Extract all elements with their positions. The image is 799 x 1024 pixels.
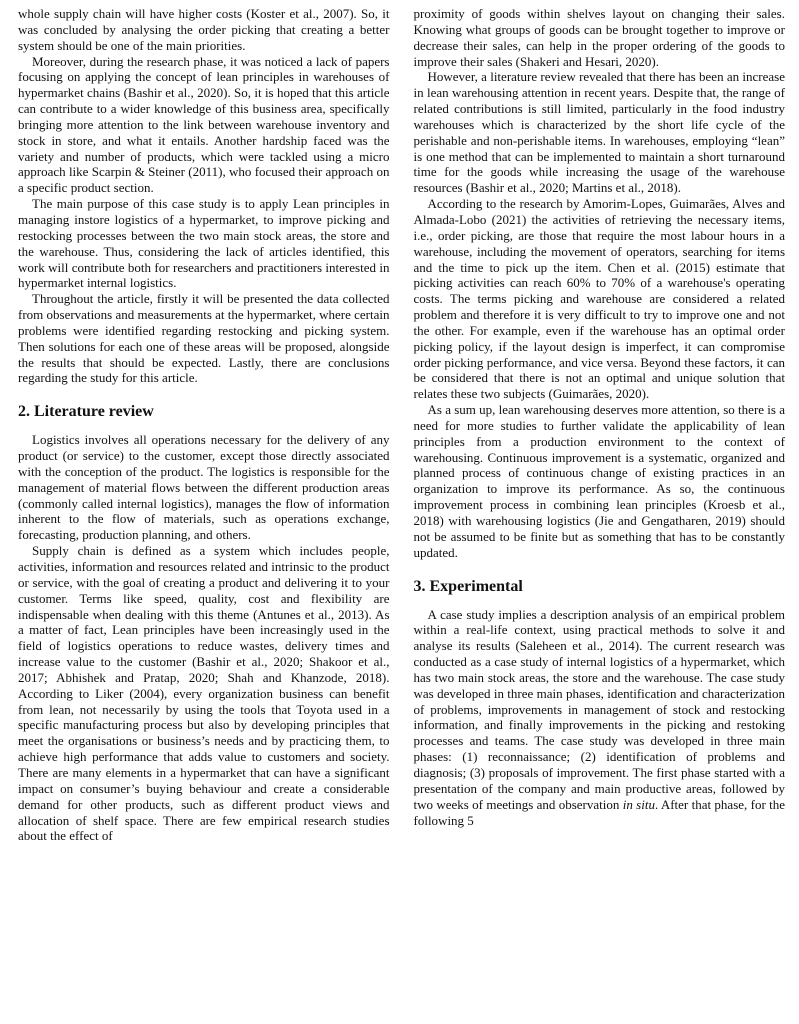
paragraph-text: . After that phase, for the following 5 [413, 796, 785, 828]
right-column [414, 6, 786, 1024]
paragraph: However, a literature review revealed that there has been an increase in lean warehousing attention in recent years. Despite that, the range of related contributions is still limited, particularly in the food industry warehouses which is characterized by the short life cycle of the perishable and non-perishable items. In warehouses, employing “lean” is one method that can be implemented to maintain a short turnaround time for the goods while increasing the usage of the warehouse resources (Bashir et al., 2020; Martins et al., 2018). [413, 69, 785, 196]
paragraph: Logistics involves all operations necessary for the delivery of any product (or service) to the customer, except those directly associated with the conception of the product. The logistics is responsible for the management of material flows between the different production areas (commonly called internal logistics), manages the flow of information inherent to the flow of materials, such as operations exchange, forecasting, production planning, and others. [18, 432, 390, 543]
paragraph [414, 607, 786, 829]
section-heading-experimental: 3. Experimental [413, 577, 523, 595]
paragraph: As a sum up, lean warehousing deserves more attention, so there is a need for more studies to further validate the applicability of lean principles from a production environment to the context of warehousing. Continuous improvement is a systematic, organized and planned process of continuous change of existing practices in an organization to improve its performance. As so, the continuous improvement process in combining lean principles (Kroesb et al., 2018) with warehousing logistics (Jie and Gengatharen, 2019) should not be assumed to be finite but as something that has to be constantly updated. [413, 402, 785, 560]
section-heading-literature-review: 2. Literature review [18, 403, 154, 421]
paragraph: The main purpose of this case study is to apply Lean principles in managing instore logistics of a hypermarket, to improve picking and restocking processes between the two main stock areas, the store and the warehouse. Thus, considering the lack of articles identified, this work will contribute both for researchers and practitioners interested in hypermarket internal logistics. [18, 196, 390, 291]
paragraph: According to the research by Amorim-Lopes, Guimarães, Alves and Almada-Lobo (2021) the activities of retrieving the necessary items, i.e., order picking, are those that require the most labour hours in a warehouse, including the movement of operators, searching for items and the time to pick up the item. Chen et al. (2015) estimate that picking activities can reach 60% to 70% of a warehouse's operating costs. The terms picking and warehouse are considered a related problem and therefore it is very difficult to try to improve one and not the other. For example, even if the warehouse has an optimal order picking policy, if the layout design is imperfect, it can compromise order picking performance, and vice versa. Beyond these factors, it can be considered that there is not an optimal and unique solution that relates these two subjects (Guimarães, 2020). [413, 196, 785, 402]
paragraph: Moreover, during the research phase, it was noticed a lack of papers focusing on applying the concept of lean principles in warehouses of hypermarket chains (Bashir et al., 2020). So, it is hoped that this article can contribute to a wider knowledge of this business area, specifically bringing more attention to the link between warehouse inventory and stock in store, and what it entails. Another hardship faced was the variety and number of products, which were tackled using a micro approach like Scarpin & Steiner (2011), who focused their approach on a specific product section. [18, 53, 390, 196]
paragraph-text: A case study implies a description analysis of an empirical problem within a real-life context, using practical methods to solve it and analyse its results (Saleheen et al., 2014). The current research was conducted as a case study of internal logistics of a hypermarket, which has two main stock areas, the store and the warehouse. The case study was developed in three main phases, identification and characterization of problems, improvements in management of stock and restocking information, and finally improvements in the picking and restoking processes and teams. The case study was developed in three main phases: (1) reconnaissance; (2) identification of problems and diagnosis; (3) proposals of improvement. The first phase started with a presentation of the company and main productive areas, followed by two weeks of meetings and observation [413, 606, 785, 812]
italic-term: in situ [622, 796, 655, 812]
paragraph: whole supply chain will have higher costs (Koster et al., 2007). So, it was concluded by analysing the order picking that creating a better system should be one of the main priorities. [18, 6, 390, 53]
left-column [18, 6, 390, 1024]
paragraph: proximity of goods within shelves layout on changing their sales. Knowing what groups of goods can be brought together to improve or decrease their sales, can help in the proper ordering of the goods to improve their sales (Shakeri and Hesari, 2020). [413, 6, 785, 69]
paragraph: Throughout the article, firstly it will be presented the data collected from observations and measurements at the hypermarket, where certain problems were identified regarding restocking and picking system. Then solutions for each one of these areas will be proposed, alongside the results that should be expected. Lastly, there are conclusions regarding the study for this article. [18, 291, 390, 386]
paragraph: Supply chain is defined as a system which includes people, activities, information and resources related and intrinsic to the product or service, with the goal of creating a product and delivering it to your customer. Terms like speed, quality, cost and flexibility are indispensable when dealing with this theme (Antunes et al., 2013). As a matter of fact, Lean principles have been increasingly used in the field of logistics operations to reduce wastes, delivery times and increase value to the customer (Bashir et al., 2020; Shakoor et al., 2017; Abhishek and Pratap, 2020; Shah and Khanzode, 2018). According to Liker (2004), every organization business can benefit from lean, not necessarily by using the tools that Toyota used in a specific manufacturing process but also by developing principles that meet the organisations or business’s needs and by practicing them, to achieve high performance that adds value to customers and society. There are many elements in a hypermarket that can have a significant impact on consumer’s buying behaviour and create a considerable demand for other products, such as different product views and allocation of shelf space. There are few empirical research studies about the effect of [18, 543, 390, 844]
